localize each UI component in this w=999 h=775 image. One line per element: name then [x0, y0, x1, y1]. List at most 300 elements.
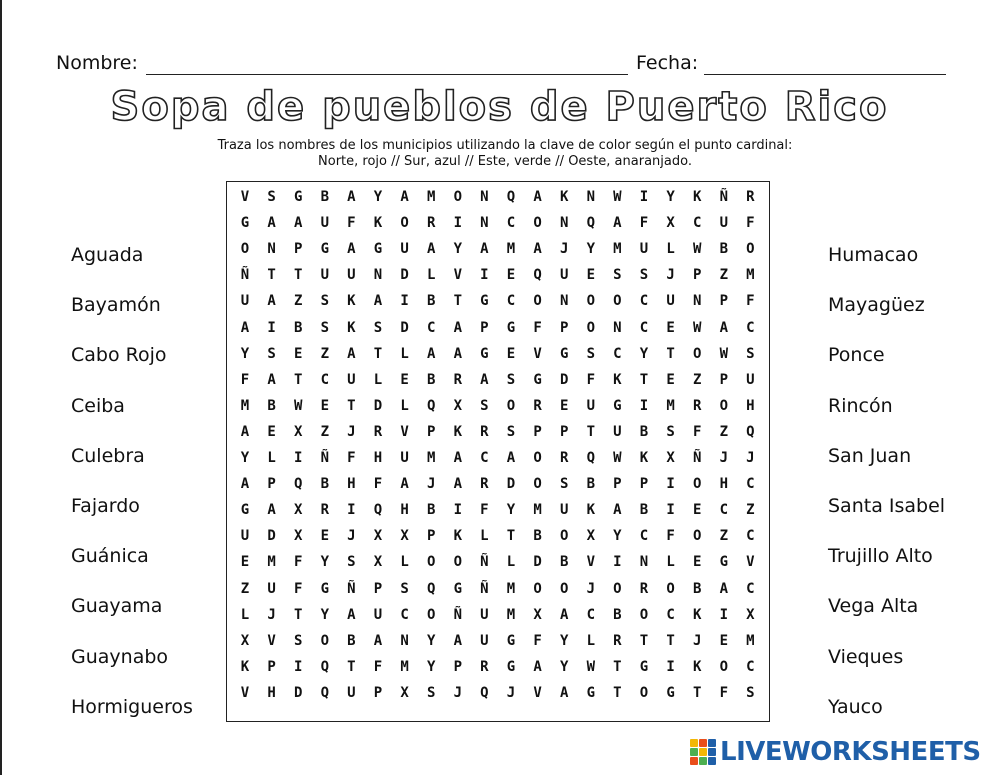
grid-letter[interactable]: U — [320, 267, 330, 284]
grid-letter[interactable]: C — [719, 502, 729, 519]
grid-letter[interactable]: V — [533, 345, 542, 362]
grid-letter[interactable]: O — [426, 606, 436, 623]
grid-letter[interactable]: S — [559, 476, 569, 493]
grid-letter[interactable]: B — [613, 606, 622, 623]
grid-letter[interactable]: C — [613, 345, 622, 362]
grid-letter[interactable]: J — [692, 632, 702, 649]
grid-letter[interactable]: T — [453, 293, 463, 310]
grid-letter[interactable]: K — [692, 606, 702, 623]
grid-letter[interactable]: L — [267, 450, 276, 466]
grid-letter[interactable]: J — [453, 684, 463, 701]
grid-letter[interactable]: A — [347, 189, 356, 205]
grid-letter[interactable]: N — [692, 293, 702, 310]
grid-letter[interactable]: Y — [559, 632, 569, 649]
grid-letter[interactable]: W — [613, 189, 622, 205]
grid-letter[interactable]: J — [559, 241, 569, 258]
grid-letter[interactable]: G — [240, 502, 250, 519]
grid-letter[interactable]: R — [480, 658, 489, 675]
grid-letter[interactable]: T — [293, 267, 303, 284]
grid-letter[interactable]: T — [586, 423, 596, 440]
grid-letter[interactable]: F — [240, 371, 250, 388]
grid-letter[interactable]: B — [719, 241, 729, 258]
grid-letter[interactable]: G — [240, 215, 250, 232]
grid-letter[interactable]: A — [293, 215, 303, 232]
grid-letter[interactable]: H — [746, 397, 755, 414]
grid-letter[interactable]: S — [506, 423, 516, 440]
grid-letter[interactable]: F — [480, 502, 489, 519]
grid-letter[interactable]: K — [613, 371, 622, 388]
grid-letter[interactable]: E — [692, 554, 702, 571]
grid-letter[interactable]: X — [240, 632, 250, 649]
grid-letter[interactable]: P — [559, 423, 569, 440]
grid-letter[interactable]: O — [666, 580, 675, 597]
grid-letter[interactable]: M — [506, 606, 516, 623]
grid-letter[interactable]: R — [639, 580, 649, 597]
grid-letter[interactable]: F — [347, 450, 356, 466]
grid-letter[interactable]: E — [666, 371, 675, 388]
grid-letter[interactable]: M — [426, 189, 436, 205]
grid-letter[interactable]: M — [613, 241, 622, 258]
grid-letter[interactable]: C — [666, 606, 675, 623]
grid-letter[interactable]: Z — [293, 293, 303, 310]
grid-letter[interactable]: B — [320, 189, 330, 205]
grid-letter[interactable]: O — [533, 215, 542, 232]
grid-letter[interactable]: T — [373, 345, 383, 362]
grid-letter[interactable]: O — [533, 580, 542, 597]
grid-letter[interactable]: C — [746, 476, 755, 493]
grid-letter[interactable]: X — [533, 606, 542, 623]
grid-letter[interactable]: N — [559, 215, 569, 232]
grid-letter[interactable]: O — [639, 684, 649, 701]
grid-letter[interactable]: Y — [613, 528, 622, 545]
grid-letter[interactable]: U — [746, 371, 755, 388]
grid-letter[interactable]: Y — [586, 241, 596, 258]
grid-letter[interactable]: M — [400, 658, 409, 675]
grid-letter[interactable]: L — [240, 606, 250, 623]
grid-letter[interactable]: Q — [293, 476, 303, 493]
grid-letter[interactable]: O — [453, 554, 463, 571]
grid-letter[interactable]: X — [293, 423, 303, 440]
grid-letter[interactable]: S — [613, 267, 622, 284]
grid-letter[interactable]: M — [240, 397, 250, 414]
grid-letter[interactable]: O — [240, 241, 250, 258]
grid-letter[interactable]: A — [347, 241, 356, 258]
grid-letter[interactable]: I — [639, 189, 649, 205]
grid-letter[interactable]: L — [666, 241, 675, 258]
grid-letter[interactable]: A — [533, 658, 542, 675]
grid-letter[interactable]: M — [746, 267, 755, 284]
grid-letter[interactable]: V — [400, 423, 409, 440]
grid-letter[interactable]: O — [533, 476, 542, 493]
grid-letter[interactable]: I — [400, 293, 409, 310]
grid-letter[interactable]: O — [559, 528, 569, 545]
grid-letter[interactable]: G — [666, 684, 675, 701]
grid-letter[interactable]: Ñ — [453, 606, 463, 623]
grid-letter[interactable]: F — [719, 684, 729, 701]
grid-letter[interactable]: C — [692, 215, 702, 232]
grid-letter[interactable]: S — [506, 371, 516, 388]
grid-letter[interactable]: R — [692, 397, 702, 414]
grid-letter[interactable]: I — [453, 502, 463, 519]
grid-letter[interactable]: Y — [639, 345, 649, 362]
grid-letter[interactable]: U — [267, 580, 276, 597]
grid-letter[interactable]: G — [719, 554, 729, 571]
grid-letter[interactable]: A — [453, 450, 463, 466]
grid-letter[interactable]: D — [400, 319, 409, 336]
grid-letter[interactable]: B — [426, 293, 436, 310]
word-search-grid[interactable] — [226, 181, 770, 722]
date-line[interactable] — [704, 74, 946, 75]
grid-letter[interactable]: O — [586, 293, 596, 310]
grid-letter[interactable]: X — [373, 528, 383, 545]
grid-letter[interactable]: R — [746, 189, 755, 205]
grid-letter[interactable]: I — [480, 267, 489, 284]
grid-letter[interactable]: A — [559, 684, 569, 701]
grid-letter[interactable]: J — [746, 450, 755, 466]
grid-letter[interactable]: F — [373, 476, 383, 493]
grid-letter[interactable]: A — [719, 319, 729, 336]
grid-letter[interactable]: F — [293, 554, 303, 571]
grid-letter[interactable]: O — [719, 397, 729, 414]
grid-letter[interactable]: Z — [719, 423, 729, 440]
grid-letter[interactable]: S — [347, 554, 356, 571]
grid-letter[interactable]: C — [480, 450, 489, 466]
grid-letter[interactable]: G — [533, 371, 542, 388]
grid-letter[interactable]: A — [373, 293, 383, 310]
grid-letter[interactable]: Z — [719, 267, 729, 284]
grid-letter[interactable]: I — [293, 450, 303, 466]
grid-letter[interactable]: T — [639, 371, 649, 388]
grid-letter[interactable]: U — [719, 215, 729, 232]
grid-letter[interactable]: W — [293, 397, 303, 414]
grid-letter[interactable]: B — [533, 528, 542, 545]
grid-letter[interactable]: F — [533, 632, 542, 649]
grid-letter[interactable]: Y — [320, 606, 330, 623]
grid-letter[interactable]: W — [586, 658, 596, 675]
grid-letter[interactable]: P — [559, 319, 569, 336]
grid-letter[interactable]: E — [240, 554, 250, 571]
grid-letter[interactable]: U — [347, 267, 356, 284]
grid-letter[interactable]: T — [293, 371, 303, 388]
grid-letter[interactable]: C — [426, 319, 436, 336]
grid-letter[interactable]: E — [719, 632, 729, 649]
grid-letter[interactable]: C — [586, 606, 596, 623]
grid-letter[interactable]: X — [400, 684, 409, 701]
grid-letter[interactable]: P — [639, 476, 649, 493]
grid-letter[interactable]: L — [373, 371, 383, 388]
grid-letter[interactable]: J — [347, 528, 356, 545]
grid-letter[interactable]: K — [639, 450, 649, 466]
grid-letter[interactable]: S — [320, 319, 330, 336]
grid-letter[interactable]: S — [426, 684, 436, 701]
grid-letter[interactable]: K — [347, 293, 356, 310]
grid-letter[interactable]: Y — [320, 554, 330, 571]
grid-letter[interactable]: T — [692, 684, 702, 701]
grid-letter[interactable]: I — [639, 397, 649, 414]
grid-letter[interactable]: L — [506, 554, 516, 571]
grid-letter[interactable]: U — [613, 423, 622, 440]
grid-letter[interactable]: Ñ — [240, 267, 250, 284]
grid-letter[interactable]: Q — [533, 267, 542, 284]
grid-letter[interactable]: J — [719, 450, 729, 466]
grid-letter[interactable]: O — [692, 528, 702, 545]
grid-letter[interactable]: M — [746, 632, 755, 649]
grid-letter[interactable]: Ñ — [480, 580, 489, 597]
grid-letter[interactable]: S — [666, 423, 675, 440]
name-line[interactable] — [146, 74, 628, 75]
grid-letter[interactable]: R — [613, 632, 622, 649]
grid-letter[interactable]: I — [666, 502, 675, 519]
grid-letter[interactable]: F — [746, 293, 755, 310]
grid-letter[interactable]: V — [586, 554, 596, 571]
grid-letter[interactable]: A — [347, 606, 356, 623]
grid-letter[interactable]: B — [426, 502, 436, 519]
grid-letter[interactable]: O — [400, 215, 409, 232]
grid-letter[interactable]: Y — [559, 658, 569, 675]
grid-letter[interactable]: C — [320, 371, 330, 388]
grid-letter[interactable]: A — [506, 450, 516, 466]
grid-letter[interactable]: X — [666, 215, 675, 232]
grid-letter[interactable]: T — [293, 606, 303, 623]
grid-letter[interactable]: D — [533, 554, 542, 571]
grid-letter[interactable]: S — [320, 293, 330, 310]
grid-letter[interactable]: B — [426, 371, 436, 388]
grid-letter[interactable]: O — [613, 293, 622, 310]
grid-letter[interactable]: C — [746, 580, 755, 597]
grid-letter[interactable]: R — [533, 397, 542, 414]
grid-letter[interactable]: K — [240, 658, 250, 675]
grid-letter[interactable]: J — [426, 476, 436, 493]
grid-letter[interactable]: J — [506, 684, 516, 701]
grid-letter[interactable]: G — [613, 397, 622, 414]
grid-letter[interactable]: H — [400, 502, 409, 519]
grid-letter[interactable]: G — [293, 189, 303, 205]
grid-letter[interactable]: P — [293, 241, 303, 258]
grid-letter[interactable]: I — [666, 658, 675, 675]
grid-letter[interactable]: A — [240, 319, 250, 336]
grid-letter[interactable]: Y — [240, 345, 250, 362]
grid-letter[interactable]: S — [267, 189, 276, 205]
grid-letter[interactable]: Y — [240, 450, 250, 466]
grid-letter[interactable]: K — [347, 319, 356, 336]
grid-letter[interactable]: P — [373, 684, 383, 701]
grid-letter[interactable]: X — [373, 554, 383, 571]
grid-letter[interactable]: Z — [692, 371, 702, 388]
grid-letter[interactable]: G — [506, 658, 516, 675]
grid-letter[interactable]: B — [692, 580, 702, 597]
grid-letter[interactable]: S — [746, 684, 755, 701]
grid-letter[interactable]: P — [480, 319, 489, 336]
grid-letter[interactable]: I — [267, 319, 276, 336]
grid-letter[interactable]: C — [746, 658, 755, 675]
grid-letter[interactable]: G — [559, 345, 569, 362]
grid-letter[interactable]: Q — [586, 215, 596, 232]
grid-letter[interactable]: Y — [426, 658, 436, 675]
grid-letter[interactable]: T — [347, 658, 356, 675]
grid-letter[interactable]: T — [613, 658, 622, 675]
grid-letter[interactable]: Ñ — [320, 450, 330, 466]
grid-letter[interactable]: E — [666, 319, 675, 336]
grid-letter[interactable]: A — [400, 189, 409, 205]
grid-letter[interactable]: Z — [320, 345, 330, 362]
grid-letter[interactable]: N — [559, 293, 569, 310]
grid-letter[interactable]: D — [506, 476, 516, 493]
grid-letter[interactable]: Ñ — [692, 450, 702, 466]
grid-letter[interactable]: A — [453, 345, 463, 362]
grid-letter[interactable]: R — [453, 371, 463, 388]
grid-letter[interactable]: A — [373, 632, 383, 649]
grid-letter[interactable]: M — [506, 580, 516, 597]
grid-letter[interactable]: F — [293, 580, 303, 597]
grid-letter[interactable]: A — [559, 606, 569, 623]
grid-letter[interactable]: A — [719, 580, 729, 597]
grid-letter[interactable]: O — [586, 319, 596, 336]
grid-letter[interactable]: J — [666, 267, 675, 284]
grid-letter[interactable]: W — [613, 450, 622, 466]
grid-letter[interactable]: C — [639, 293, 649, 310]
grid-letter[interactable]: D — [293, 684, 303, 701]
grid-letter[interactable]: Q — [586, 450, 596, 466]
grid-letter[interactable]: M — [267, 554, 276, 571]
grid-letter[interactable]: I — [453, 215, 463, 232]
grid-letter[interactable]: V — [267, 632, 276, 649]
grid-letter[interactable]: Y — [426, 632, 436, 649]
grid-letter[interactable]: Z — [320, 423, 330, 440]
grid-letter[interactable]: M — [506, 241, 516, 258]
grid-letter[interactable]: E — [692, 502, 702, 519]
grid-letter[interactable]: R — [373, 423, 383, 440]
grid-letter[interactable]: F — [746, 215, 755, 232]
grid-letter[interactable]: A — [480, 241, 489, 258]
grid-letter[interactable]: O — [559, 580, 569, 597]
grid-letter[interactable]: Z — [240, 580, 250, 597]
grid-letter[interactable]: S — [400, 580, 409, 597]
grid-letter[interactable]: Z — [746, 502, 755, 519]
grid-letter[interactable]: Q — [426, 397, 436, 414]
grid-letter[interactable]: A — [240, 423, 250, 440]
grid-letter[interactable]: N — [267, 241, 276, 258]
grid-letter[interactable]: Ñ — [347, 580, 356, 597]
grid-letter[interactable]: S — [639, 267, 649, 284]
grid-letter[interactable]: K — [586, 502, 596, 519]
grid-letter[interactable]: X — [400, 528, 409, 545]
grid-letter[interactable]: L — [666, 554, 675, 571]
grid-letter[interactable]: M — [533, 502, 542, 519]
grid-letter[interactable]: W — [692, 241, 702, 258]
grid-letter[interactable]: S — [746, 345, 755, 362]
grid-letter[interactable]: J — [267, 606, 276, 623]
grid-letter[interactable]: E — [293, 345, 303, 362]
grid-letter[interactable]: L — [400, 397, 409, 414]
grid-letter[interactable]: L — [400, 554, 409, 571]
grid-letter[interactable]: A — [400, 476, 409, 493]
grid-letter[interactable]: P — [533, 423, 542, 440]
grid-letter[interactable]: R — [426, 215, 436, 232]
grid-letter[interactable]: P — [613, 476, 622, 493]
grid-letter[interactable]: X — [293, 528, 303, 545]
grid-letter[interactable]: U — [373, 606, 383, 623]
grid-letter[interactable]: T — [506, 528, 516, 545]
grid-letter[interactable]: I — [347, 502, 356, 519]
grid-letter[interactable]: G — [373, 241, 383, 258]
grid-letter[interactable]: M — [666, 397, 675, 414]
grid-letter[interactable]: Q — [746, 423, 755, 440]
grid-letter[interactable]: S — [373, 319, 383, 336]
grid-letter[interactable]: E — [400, 371, 409, 388]
grid-letter[interactable]: L — [400, 345, 409, 362]
grid-letter[interactable]: T — [639, 632, 649, 649]
grid-letter[interactable]: G — [480, 293, 489, 310]
grid-letter[interactable]: U — [480, 632, 489, 649]
grid-letter[interactable]: Y — [373, 189, 383, 205]
grid-letter[interactable]: X — [293, 502, 303, 519]
grid-letter[interactable]: X — [666, 450, 675, 466]
grid-letter[interactable]: Y — [453, 241, 463, 258]
grid-letter[interactable]: A — [267, 215, 276, 232]
grid-letter[interactable]: V — [240, 189, 250, 205]
grid-letter[interactable]: Ñ — [480, 554, 489, 571]
grid-letter[interactable]: G — [586, 684, 596, 701]
grid-letter[interactable]: P — [426, 528, 436, 545]
grid-letter[interactable]: R — [320, 502, 330, 519]
grid-letter[interactable]: K — [453, 423, 463, 440]
grid-letter[interactable]: G — [506, 632, 516, 649]
grid-letter[interactable]: D — [559, 371, 569, 388]
grid-letter[interactable]: X — [453, 397, 463, 414]
grid-letter[interactable]: G — [639, 658, 649, 675]
grid-letter[interactable]: H — [719, 476, 729, 493]
grid-letter[interactable]: C — [506, 293, 516, 310]
grid-letter[interactable]: A — [267, 293, 276, 310]
grid-letter[interactable]: E — [267, 423, 276, 440]
grid-letter[interactable]: D — [267, 528, 276, 545]
grid-letter[interactable]: N — [613, 319, 622, 336]
grid-letter[interactable]: R — [480, 423, 489, 440]
grid-letter[interactable]: Y — [666, 189, 675, 205]
grid-letter[interactable]: O — [719, 658, 729, 675]
grid-letter[interactable]: Q — [426, 580, 436, 597]
grid-letter[interactable]: O — [426, 554, 436, 571]
grid-letter[interactable]: P — [453, 658, 463, 675]
grid-letter[interactable]: N — [373, 267, 383, 284]
grid-letter[interactable]: F — [373, 658, 383, 675]
grid-letter[interactable]: D — [373, 397, 383, 414]
grid-letter[interactable]: B — [293, 319, 303, 336]
grid-letter[interactable]: O — [533, 293, 542, 310]
grid-letter[interactable]: U — [320, 215, 330, 232]
grid-letter[interactable]: O — [613, 580, 622, 597]
grid-letter[interactable]: A — [426, 241, 436, 258]
grid-letter[interactable]: A — [613, 215, 622, 232]
grid-letter[interactable]: O — [692, 345, 702, 362]
grid-letter[interactable]: B — [639, 502, 649, 519]
grid-letter[interactable]: Q — [480, 684, 489, 701]
grid-letter[interactable]: B — [559, 554, 569, 571]
grid-letter[interactable]: N — [639, 554, 649, 571]
grid-letter[interactable]: F — [639, 215, 649, 232]
grid-letter[interactable]: H — [373, 450, 383, 466]
grid-letter[interactable]: A — [267, 502, 276, 519]
grid-letter[interactable]: P — [373, 580, 383, 597]
grid-letter[interactable]: T — [267, 267, 276, 284]
grid-letter[interactable]: V — [240, 684, 250, 701]
grid-letter[interactable]: U — [586, 397, 596, 414]
grid-letter[interactable]: A — [453, 319, 463, 336]
grid-letter[interactable]: N — [480, 215, 489, 232]
grid-letter[interactable]: T — [347, 397, 356, 414]
grid-letter[interactable]: W — [692, 319, 702, 336]
grid-letter[interactable]: O — [506, 397, 516, 414]
